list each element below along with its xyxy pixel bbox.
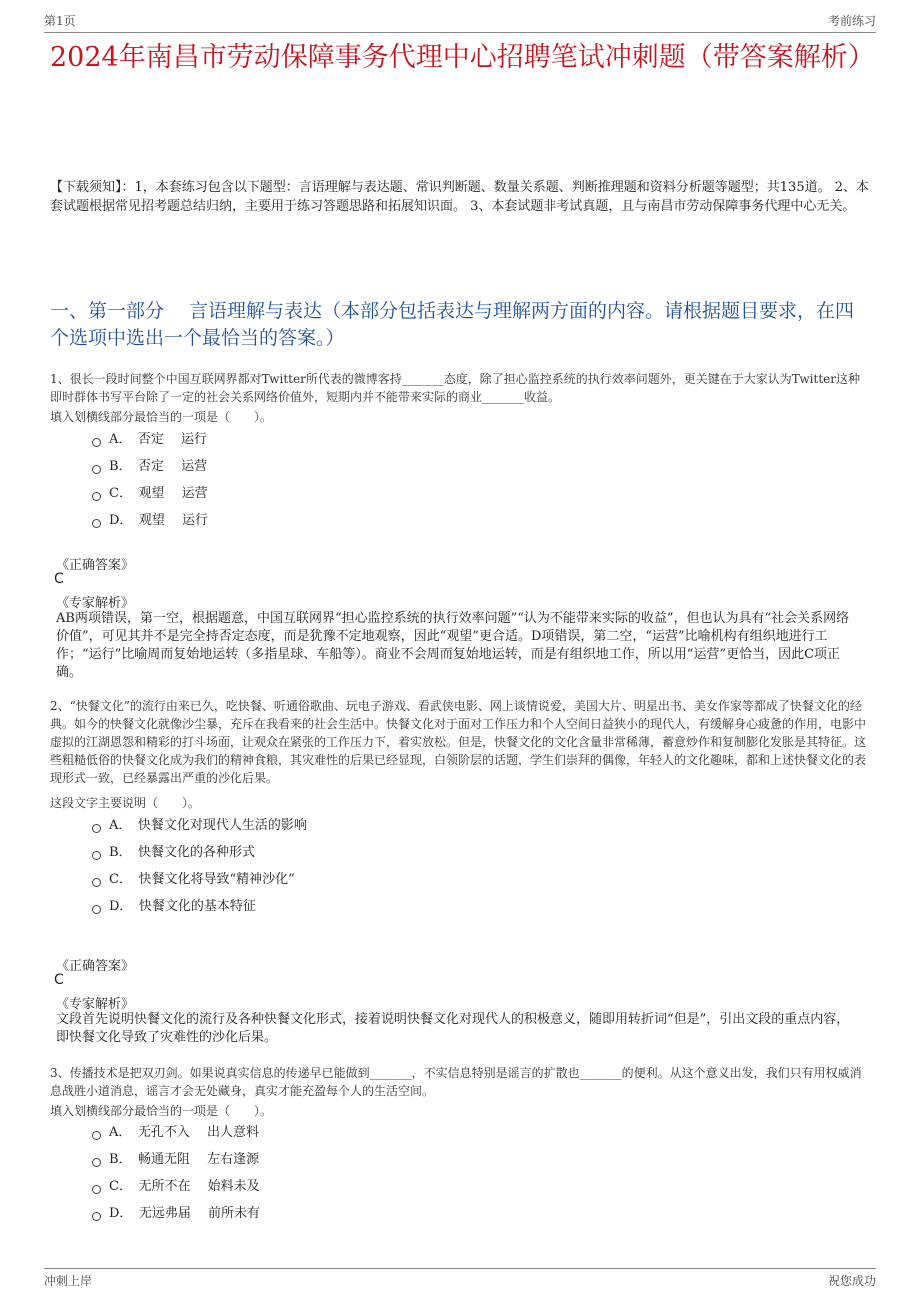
radio-icon[interactable] — [92, 1212, 101, 1221]
question-2-option-b[interactable] — [92, 844, 255, 862]
question-2-option-d[interactable] — [92, 898, 256, 916]
question-3-option-c[interactable] — [92, 1178, 260, 1196]
radio-icon[interactable] — [92, 492, 101, 501]
option-label: B． 否定 运营 — [109, 459, 208, 474]
radio-icon[interactable] — [92, 1185, 101, 1194]
question-2-analysis-label: 《专家解析》 — [56, 997, 135, 1012]
question-1-option-a[interactable] — [92, 431, 207, 449]
option-label: A． 无孔不入 出人意料 — [109, 1125, 260, 1140]
option-label: A． 快餐文化对现代人生活的影响 — [109, 818, 307, 833]
question-3-option-d[interactable] — [92, 1205, 260, 1223]
question-1-answer-label: 《正确答案》 — [56, 558, 135, 573]
question-2-prompt: 这段文字主要说明（ ）。 — [50, 796, 201, 810]
radio-icon[interactable] — [92, 1131, 101, 1140]
option-label: C． 无所不在 始料未及 — [109, 1179, 260, 1194]
document-title: 2024年南昌市劳动保障事务代理中心招聘笔试冲刺题（带答案解析） — [50, 42, 875, 73]
option-label: D． 观望 运行 — [109, 513, 209, 528]
question-2-answer: C — [54, 972, 64, 988]
question-1-prompt: 填入划横线部分最恰当的一项是（ ）。 — [50, 410, 273, 424]
option-label: B． 畅通无阻 左右逢源 — [109, 1152, 260, 1167]
page-number: 第1页 — [44, 14, 76, 28]
radio-icon[interactable] — [92, 438, 101, 447]
question-2-option-a[interactable] — [92, 817, 307, 835]
radio-icon[interactable] — [92, 824, 101, 833]
header-tag: 考前练习 — [827, 14, 876, 28]
question-1-answer: C — [54, 571, 64, 587]
section-heading: 一、第一部分 言语理解与表达（本部分包括表达与理解两方面的内容。请根据题目要求，在四个选项中选出一个最恰当的答案。） — [50, 300, 855, 349]
radio-icon[interactable] — [92, 905, 101, 914]
question-2-stem: 2、“快餐文化”的流行由来已久，吃快餐、听通俗歌曲、玩电子游戏、看武侠电影、网上谈情说爱，美国大片、明星出书、美女作家等都成了快餐文化的经典。如今的快餐文化就像沙尘暴，充斥在我看来的社会生活中。快餐文化对于面对工作压力和个人空间日益狭小的现代人，有缓解身心疲惫的作用，电影中虚拟的江湖恩怨和精彩的打斗场面，让观众在紧张的工作压力下，着实放松。但是，快餐文化的文化含量非常稀薄，蓄意炒作和复制膨化发胀是其特征。这些粗糙低俗的快餐文化成为我们的精神食粮，其灾难性的后果已经显现，白领阶层的话题，学生们崇拜的偶像，年轻人的文化趣味，都和上述快餐文化的表现形式一致，已经暴露出严重的沙化后果。 — [50, 699, 867, 785]
question-1-analysis: AB两项错误，第一空，根据题意，中国互联网界“担心监控系统的执行效率问题”“认为不能带来实际的收益”，但也认为具有“社会关系网络价值”，可见其并不是完全持否定态度，而是犹豫不定地观察，因此“观望”更合适。D项错误，第二空，“运营”比喻机构有组织地进行工作；“运行”比喻周而复始地运转（多指星球、车船等）。商业不会周而复始地运转，而是有组织地工作，所以用“运营”更恰当，因此C项正确。 — [56, 611, 850, 680]
question-3-stem: 3、传播技术是把双刃剑。如果说真实信息的传递早已能做到_______，不实信息特别是谣言的扩散也_______的便利。从这个意义出发，我们只有用权威消息战胜小道消息，谣言才会无处藏身，真实才能充盈每个人的生活空间。 — [50, 1066, 862, 1098]
question-1-option-c[interactable] — [92, 485, 208, 503]
question-1-option-b[interactable] — [92, 458, 207, 476]
radio-icon[interactable] — [92, 851, 101, 860]
header-divider — [44, 32, 876, 33]
footer-right: 祝您成功 — [827, 1274, 876, 1288]
question-2-option-c[interactable] — [92, 871, 295, 889]
radio-icon[interactable] — [92, 465, 101, 474]
download-notice: 【下载须知】：1，本套练习包含以下题型：言语理解与表达题、常识判断题、数量关系题、判断推理题和资料分析题等题型；共135道。 2、本套试题根据常见招考题总结归纳，主要用于练习答题思路和拓展知识面。 3、本套试题非考试真题，且与南昌市劳动保障事务代理中心无关。 — [50, 180, 869, 214]
footer-left: 冲刺上岸 — [44, 1274, 93, 1288]
question-1-option-d[interactable] — [92, 512, 208, 530]
question-2-answer-label: 《正确答案》 — [56, 959, 135, 974]
radio-icon[interactable] — [92, 878, 101, 887]
footer-divider — [44, 1268, 876, 1269]
option-label: A． 否定 运行 — [109, 432, 208, 447]
question-2-analysis: 文段首先说明快餐文化的流行及各种快餐文化形式，接着说明快餐文化对现代人的积极意义，随即用转折词“但是”，引出文段的重点内容，即快餐文化导致了灾难性的沙化后果。 — [56, 1012, 850, 1045]
question-1-stem: 1、很长一段时间整个中国互联网界都对Twitter所代表的微博客持_______态度，除了担心监控系统的执行效率问题外，更关键在于大家认为Twitter这种即时群体书写平台除了一定的社会关系网络价值外，短期内并不能带来实际的商业_______收益。 — [50, 372, 860, 404]
option-label: C． 快餐文化将导致“精神沙化” — [109, 872, 295, 887]
option-label: D． 无远弗届 前所未有 — [109, 1206, 261, 1221]
question-3-option-b[interactable] — [92, 1151, 259, 1169]
question-1-analysis-label: 《专家解析》 — [56, 596, 135, 611]
option-label: D． 快餐文化的基本特征 — [109, 899, 256, 914]
radio-icon[interactable] — [92, 1158, 101, 1167]
radio-icon[interactable] — [92, 519, 101, 528]
question-3-option-a[interactable] — [92, 1124, 259, 1142]
option-label: B． 快餐文化的各种形式 — [109, 845, 256, 860]
question-3-prompt: 填入划横线部分最恰当的一项是（ ）。 — [50, 1104, 273, 1118]
option-label: C． 观望 运营 — [109, 486, 208, 501]
